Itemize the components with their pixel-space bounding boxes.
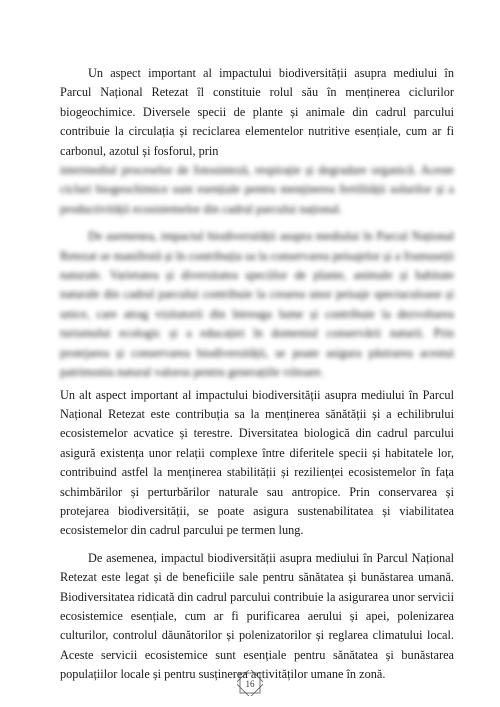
page-number-badge xyxy=(241,674,259,692)
paragraph-3 xyxy=(60,386,454,541)
paragraph-3-text: Un alt aspect important al impactului biodiversității asupra mediului în Parcul Național Retezat este contribuția sa la menținerea sănătății și a echilibrului ecosistemelor acvatice și terestre. Diversitatea biologică din cadrul parcului asigură existența unor relații complexe între diferitele specii și habitatele lor, contribuind astfel la menținerea stabilității și rezilienței ecosistemelor în fața schimbărilor și perturbărilor naturale sau antropice. Prin conservarea și protejarea biodiversității, se poate asigura sustenabilitatea și viabilitatea ecosistemelor din cadrul parcului pe termen lung. xyxy=(60,387,454,538)
paragraph-1-blurred-text: intermediul proceselor de fotosinteză, respirație și degradare organică. Aceste cicluri biogeochimice sunt esențiale pentru menținerea fertilității solurilor și a productivității ecosistemelor din cadrul parcului național. xyxy=(60,163,454,216)
page-body xyxy=(60,64,454,685)
paragraph-2-text: De asemenea, impactul biodiversității asupra mediului în Parcul Național Retezat se manifestă și în contribuția sa la conservarea peisajelor și a frumuseții naturale. Varietatea și diversitatea speciilor de plante, animale și habitate naturale din cadrul parcului contribuie la crearea unor peisaje spectaculoase și unice, care atrag vizitatorii din întreaga lume și contribuie la dezvoltarea turismului ecologic și a educației în domeniul conservării naturii. Prin protejarea și conservarea biodiversității, se poate asigura păstrarea acestui patrimoniu natural valoros pentru generațiile viitoare. xyxy=(60,229,454,380)
paragraph-1 xyxy=(60,64,454,161)
paragraph-4 xyxy=(60,549,454,685)
page-number: 16 xyxy=(245,679,255,689)
paragraph-4-text: De asemenea, impactul biodiversității asupra mediului în Parcul Național Retezat este legat și de beneficiile sale pentru sănătatea și bunăstarea umană. Biodiversitatea ridicată din cadrul parcului contribuie la asigurarea unor servicii ecosistemice esențiale, cum ar fi purificarea aerului și apei, polenizarea culturilor, controlul dăunătorilor și polenizatorilor și reglarea climatului local. Aceste servicii ecosistemice sunt esențiale pentru sănătatea și bunăstarea populațiilor locale și pentru susținerea activităților umane în zonă. xyxy=(60,550,454,682)
paragraph-2-blurred xyxy=(60,227,454,382)
paragraph-1-text: Un aspect important al impactului biodiversității asupra mediului în Parcul Național Retezat îl constituie rolul său în menținerea ciclurilor biogeochimice. Diversele specii de plante și animale din cadrul parcului contribuie la circulația și reciclarea elementelor nutritive esențiale, cum ar fi carbonul, azotul și fosforul, prin xyxy=(60,66,454,158)
paragraph-1-blurred-continuation xyxy=(60,161,454,219)
